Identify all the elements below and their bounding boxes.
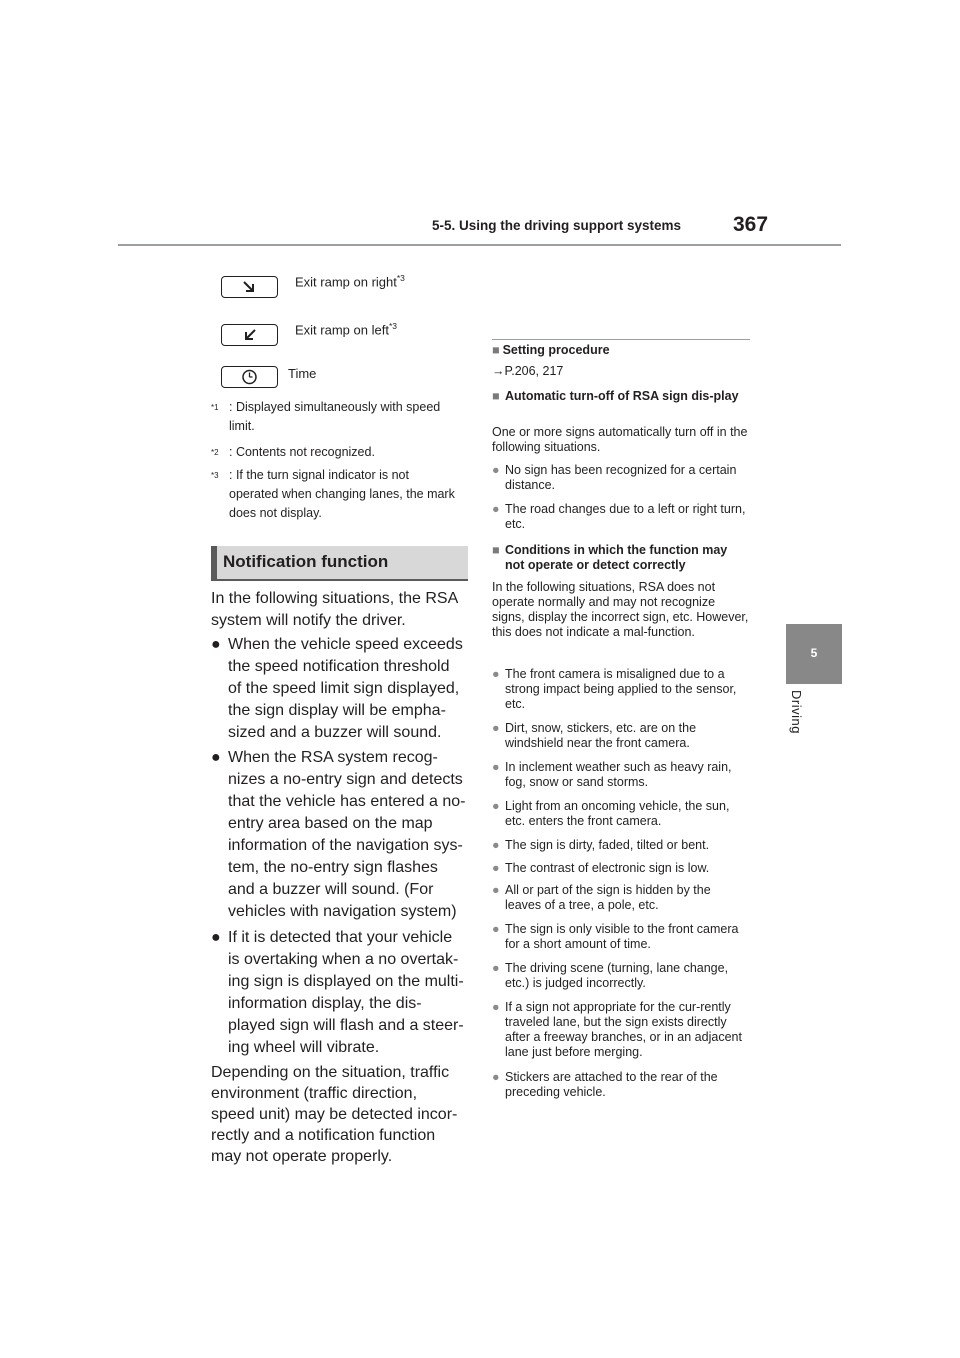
icon-label-exit-left: Exit ramp on left$^{*3}$ [295, 321, 397, 338]
icon-label-exit-right: Exit ramp on right$^{*3}$ [295, 273, 405, 290]
notification-outro-part: Depending on the situation, traffic environment (traffic direction, speed unit) may be detected incor-rectly and a notification function may not operate properly. [211, 1064, 458, 1165]
condition-item: ● Light from an oncoming vehicle, the sun, etc. enters the front camera. [492, 799, 730, 828]
condition-item: ● The contrast of electronic sign is low. [492, 861, 710, 875]
chapter-label: Driving [789, 690, 804, 734]
condition-item: ● If a sign not appropriate for the cur-rently traveled lane, but the sign exists directly after a freeway branches, or in an adjacent lane just before merging. [492, 1000, 742, 1059]
auto-turnoff-item: ● The road changes due to a left or right turn, etc. [492, 502, 746, 531]
condition-item: ● Stickers are attached to the rear of the preceding vehicle. [492, 1070, 718, 1099]
auto-turnoff-item: ● No sign has been recognized for a certain distance. [492, 463, 737, 492]
notification-intro: In the following situations, the RSA system will notify the driver. [211, 590, 458, 629]
condition-item: ● In inclement weather such as heavy rain, fog, snow or sand storms. [492, 760, 732, 789]
notification-bullet: ● When the RSA system recog-nizes a no-entry sign and detects that the vehicle has entered a no-entry area based on the map information of the navigation sys-tem, the no-entry sign flashes and a buzzer will sound. (For vehicles with navigation system) [211, 749, 466, 920]
header-divider [118, 244, 841, 246]
condition-item: ● All or part of the sign is hidden by the leaves of a tree, a pole, etc. [492, 883, 711, 912]
condition-item: ● The sign is dirty, faded, tilted or bent. [492, 838, 710, 852]
clock-icon [221, 366, 278, 388]
condition-item: ● The sign is only visible to the front camera for a short amount of time. [492, 922, 739, 951]
footnote-2: $^{*2}$ : Contents not recognized. [211, 445, 375, 459]
column-divider [492, 339, 750, 340]
condition-item: ● The driving scene (turning, lane change, etc.) is judged incorrectly. [492, 961, 729, 990]
page-number: 367 [733, 213, 769, 236]
auto-turnoff-title: ■ Automatic turn-off of RSA sign dis-play [492, 389, 739, 403]
conditions-intro: In the following situations, RSA does not operate normally and may not recognize signs, display the incorrect sign, etc. However, this does not indicate a mal-function. [492, 580, 749, 639]
setting-procedure-title: ■ Setting procedure [492, 343, 610, 357]
footnote-3: $^{*3}$ : If the turn signal indicator is not operated when changing lanes, the mark does not display. [211, 468, 455, 520]
section-heading-underline [211, 579, 468, 581]
icon-label-time: Time [288, 366, 317, 381]
section-heading: Notification function [223, 552, 389, 571]
notification-bullet: ● When the vehicle speed exceeds the speed notification threshold of the speed limit sign displayed, the sign display will be empha-sized and a buzzer will sound. [211, 636, 463, 741]
setting-procedure-ref[interactable]: →P.206, 217 [492, 364, 564, 378]
condition-item: ● The front camera is misaligned due to a strong impact being applied to the sensor, etc. [492, 667, 737, 711]
auto-turnoff-intro: One or more signs automatically turn off in the following situations. [492, 425, 748, 454]
footnote-1: $^{*1}$ : Displayed simultaneously with speed limit. [211, 400, 441, 433]
notification-bullet: ● If it is detected that your vehicle is overtaking when a no overtak-ing sign is displayed on the multi-information display, the dis-played sign will flash and a steer-ing wheel will vibrate. [211, 929, 464, 1056]
exit-ramp-left-icon [221, 324, 278, 346]
exit-ramp-right-icon [221, 276, 278, 298]
condition-item: ● Dirt, snow, stickers, etc. are on the windshield near the front camera. [492, 721, 697, 750]
section-title: 5-5. Using the driving support systems [432, 218, 682, 233]
conditions-title: ■ Conditions in which the function may not operate or detect correctly [492, 543, 728, 572]
chapter-number: 5 [810, 646, 818, 660]
